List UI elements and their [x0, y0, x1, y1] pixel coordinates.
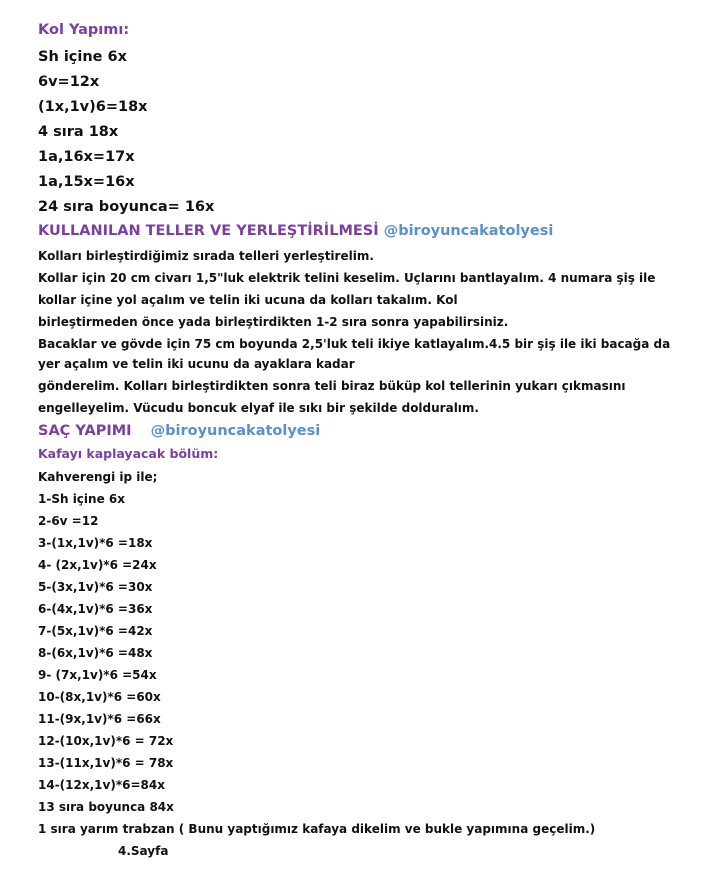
- teller-line: engelleyelim. Vücudu boncuk elyaf ile sıkı bir şekilde dolduralım.: [38, 401, 479, 415]
- teller-line: gönderelim. Kolları birleştirdikten sonra teli biraz büküp kol tellerinin yukarı çıkmasını: [38, 379, 626, 393]
- sac-row: 6-(4x,1v)*6 =36x: [38, 602, 153, 616]
- teller-heading: KULLANILAN TELLER VE YERLEŞTİRİLMESİ: [38, 223, 379, 239]
- sac-row: Kahverengi ip ile;: [38, 470, 158, 484]
- sac-handle: @biroyuncakatolyesi: [150, 423, 321, 439]
- sac-heading-line: [38, 423, 320, 439]
- teller-line: Kollar için 20 cm civarı 1,5"luk elektrik telini keselim. Uçlarını bantlayalım. 4 numara şiş ile: [38, 271, 656, 285]
- kol-row: (1x,1v)6=18x: [38, 99, 148, 115]
- teller-line: birleştirmeden önce yada birleştirdikten 1-2 sıra sonra yapabilirsiniz.: [38, 315, 509, 329]
- sac-row: 9- (7x,1v)*6 =54x: [38, 668, 157, 682]
- sac-row: 5-(3x,1v)*6 =30x: [38, 580, 153, 594]
- teller-handle: @biroyuncakatolyesi: [383, 223, 554, 239]
- teller-line: yer açalım ve telin iki ucunu da ayaklara kadar: [38, 357, 355, 371]
- sac-row: 1 sıra yarım trabzan ( Bunu yaptığımız kafaya dikelim ve bukle yapımına geçelim.): [38, 822, 596, 836]
- teller-line: kollar içine yol açalım ve telin iki ucuna da kolları takalım. Kol: [38, 293, 458, 307]
- sac-row: 13-(11x,1v)*6 = 78x: [38, 756, 174, 770]
- kol-row: 4 sıra 18x: [38, 124, 119, 140]
- kol-row: 24 sıra boyunca= 16x: [38, 199, 215, 215]
- sac-row: 8-(6x,1v)*6 =48x: [38, 646, 153, 660]
- kol-row: 1a,15x=16x: [38, 174, 135, 190]
- teller-heading-line: [38, 223, 553, 239]
- sac-row: 14-(12x,1v)*6=84x: [38, 778, 165, 792]
- sac-row: 2-6v =12: [38, 514, 99, 528]
- kol-row: Sh içine 6x: [38, 49, 127, 65]
- sac-row: 13 sıra boyunca 84x: [38, 800, 174, 814]
- sac-row: 3-(1x,1v)*6 =18x: [38, 536, 153, 550]
- sac-row: 4- (2x,1v)*6 =24x: [38, 558, 157, 572]
- sac-row: 11-(9x,1v)*6 =66x: [38, 712, 161, 726]
- sac-heading: SAÇ YAPIMI: [38, 423, 132, 439]
- teller-line: Bacaklar ve gövde için 75 cm boyunda 2,5'luk teli ikiye katlayalım.4.5 bir şiş ile iki bacağa da: [38, 337, 671, 351]
- kol-row: 1a,16x=17x: [38, 149, 135, 165]
- kol-heading: Kol Yapımı:: [38, 22, 130, 38]
- sac-row: 10-(8x,1v)*6 =60x: [38, 690, 161, 704]
- sac-subheading: Kafayı kaplayacak bölüm:: [38, 446, 219, 461]
- kol-row: 6v=12x: [38, 74, 100, 90]
- sac-row: 7-(5x,1v)*6 =42x: [38, 624, 153, 638]
- teller-line: Kolları birleştirdiğimiz sırada telleri yerleştirelim.: [38, 249, 374, 263]
- page-number: 4.Sayfa: [118, 844, 169, 858]
- sac-row: 12-(10x,1v)*6 = 72x: [38, 734, 174, 748]
- sac-row: 1-Sh içine 6x: [38, 492, 125, 506]
